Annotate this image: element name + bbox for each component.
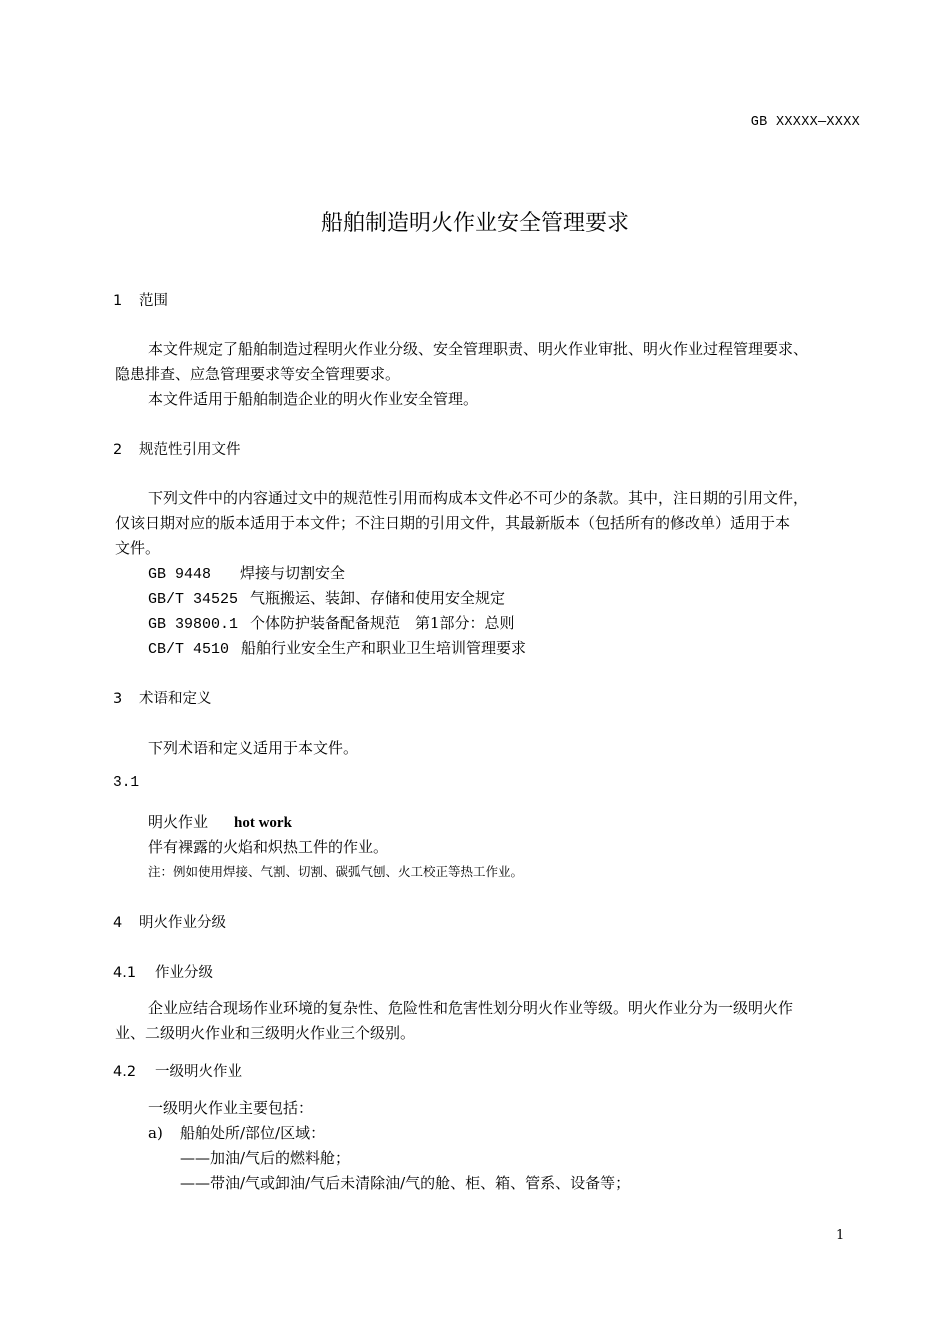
reference-item [148,612,515,633]
list-item-text: 船舶处所/部位/区域： [180,1124,326,1142]
term-definition: 伴有裸露的火焰和炽热工件的作业。 [148,838,389,856]
reference-item [148,587,505,608]
reference-code: GB/T 34525 [148,591,239,608]
section-heading-1 [113,289,168,310]
section-number: 2 [113,442,123,458]
standard-number: GB XXXXX—XXXX [750,115,860,130]
section-heading-2 [113,438,241,459]
reference-title: 气瓶搬运、装卸、存储和使用安全规定 [250,589,506,607]
page-number: 1 [836,1228,845,1243]
term-number: 3.1 [113,775,140,791]
term-note: 注：例如使用焊接、气割、切割、碳弧气刨、火工校正等热工作业。 [148,864,524,879]
section-title: 术语和定义 [139,691,212,707]
section-number: 4.2 [113,1064,137,1080]
reference-code: GB 9448 [148,566,212,583]
subsection-heading-4-1 [113,961,213,982]
subsection-heading-4-2 [113,1060,242,1081]
paragraph-line: 本文件适用于船舶制造企业的明火作业安全管理。 [148,390,479,408]
paragraph-line: 一级明火作业主要包括： [148,1099,314,1117]
reference-title: 个体防护装备配备规范 第1部分：总则 [250,614,515,632]
reference-title: 焊接与切割安全 [240,564,346,582]
section-title: 一级明火作业 [155,1064,242,1080]
section-number: 4 [113,915,123,931]
list-item-label: a) [148,1124,163,1142]
paragraph-line: 下列文件中的内容通过文中的规范性引用而构成本文件必不可少的条款。其中，注日期的引用文件， [148,489,809,507]
section-heading-4 [113,911,226,932]
reference-title: 船舶行业安全生产和职业卫生培训管理要求 [241,639,527,657]
document-title: 船舶制造明火作业安全管理要求 [320,211,629,236]
dash-item: ——加油/气后的燃料舱； [180,1149,351,1167]
dash-item: ——带油/气或卸油/气后未清除油/气的舱、柜、箱、管系、设备等； [180,1174,631,1192]
section-heading-3 [113,687,212,708]
section-number: 3 [113,691,123,707]
paragraph-line: 业、二级明火作业和三级明火作业三个级别。 [115,1024,416,1042]
term-entry [148,811,292,832]
section-title: 规范性引用文件 [139,442,241,458]
paragraph-line: 仅该日期对应的版本适用于本文件；不注日期的引用文件，其最新版本（包括所有的修改单）适用于本 [115,514,791,532]
section-title: 范围 [139,293,168,309]
reference-code: GB 39800.1 [148,616,239,633]
section-title: 明火作业分级 [139,915,226,931]
section-title: 作业分级 [155,965,213,981]
reference-item [148,562,345,583]
reference-item [148,637,526,658]
list-item [148,1122,325,1143]
section-number: 4.1 [113,965,137,981]
section-number: 1 [113,293,123,309]
paragraph-line: 隐患排查、应急管理要求等安全管理要求。 [115,365,401,383]
term-name-en: hot work [234,815,292,831]
paragraph-line: 下列术语和定义适用于本文件。 [148,739,359,757]
paragraph-line: 本文件规定了船舶制造过程明火作业分级、安全管理职责、明火作业审批、明火作业过程管理要求、 [148,340,809,358]
term-name-zh: 明火作业 [148,813,209,831]
paragraph-line: 企业应结合现场作业环境的复杂性、危险性和危害性划分明火作业等级。明火作业分为一级明火作 [148,999,794,1017]
paragraph-line: 文件。 [115,539,161,557]
reference-code: CB/T 4510 [148,641,230,658]
